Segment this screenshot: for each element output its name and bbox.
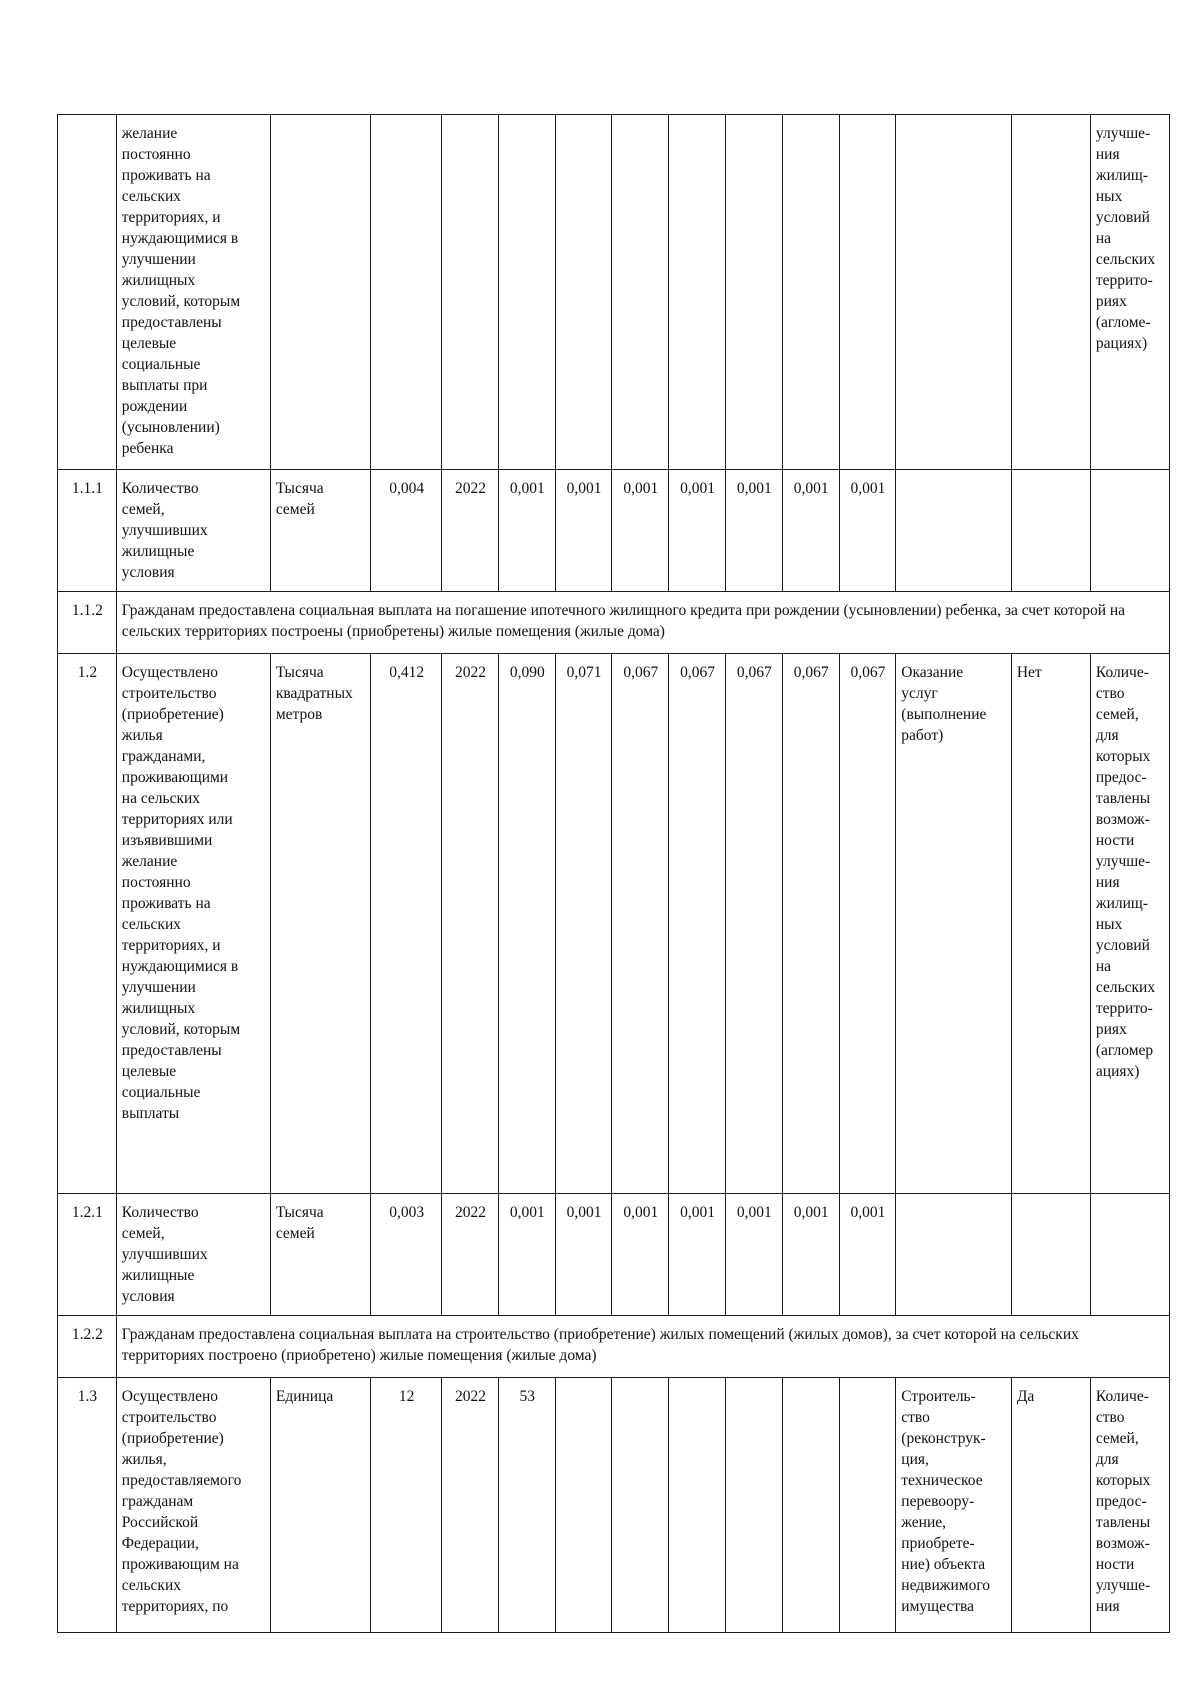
value-cell — [669, 1378, 726, 1633]
link-cell — [1090, 470, 1169, 592]
result-type — [896, 115, 1012, 470]
row-number: 1.2.2 — [58, 1316, 117, 1378]
value-cell — [782, 1378, 839, 1633]
base-year: 2022 — [442, 470, 499, 592]
table-row — [58, 1378, 1170, 1633]
value-cell: 0,067 — [725, 654, 782, 1194]
unit-cell: Тысяча семей — [270, 1194, 370, 1316]
value-cell — [839, 115, 896, 470]
value-cell: 0,001 — [555, 1194, 612, 1316]
base-value: 0,004 — [371, 470, 442, 592]
task-description: Гражданам предоставлена социальная выплата на погашение ипотечного жилищного кредита при рождении (усыновлении) ребенка, за счет которой на сельских территориях построены (приобретены) жилые помещения (жилые дома) — [116, 592, 1169, 654]
value-cell: 0,001 — [612, 470, 669, 592]
row-number: 1.1.1 — [58, 470, 117, 592]
row-number — [58, 115, 117, 470]
value-cell — [782, 115, 839, 470]
value-cell: 0,001 — [612, 1194, 669, 1316]
base-year: 2022 — [442, 1378, 499, 1633]
value-cell: 0,001 — [498, 1194, 555, 1316]
flag-cell: Да — [1011, 1378, 1090, 1633]
row-number: 1.1.2 — [58, 592, 117, 654]
base-year: 2022 — [442, 654, 499, 1194]
result-name: Осуществлено строительство (приобретение) жилья гражданами, проживающими на сельских территориях или изъявившими желание постоянно проживать на сельских территориях, и нуждающимися в улучшении жилищных условий, которым предоставлены целевые социальные выплаты — [116, 654, 270, 1194]
flag-cell: Нет — [1011, 654, 1090, 1194]
link-cell: Количе- ство семей, для которых предос- тавлены возмож- ности улучше- ния жилищ- ных условий на сельских террито- риях (агломер ациях) — [1090, 654, 1169, 1194]
unit-cell: Единица — [270, 1378, 370, 1633]
result-type: Оказание услуг (выполнение работ) — [896, 654, 1012, 1194]
table-row — [58, 1316, 1170, 1378]
unit-cell: Тысяча квадратных метров — [270, 654, 370, 1194]
results-table — [57, 114, 1170, 1633]
value-cell: 0,067 — [782, 654, 839, 1194]
result-name: Количество семей, улучшивших жилищные условия — [116, 470, 270, 592]
value-cell — [612, 115, 669, 470]
value-cell — [555, 1378, 612, 1633]
value-cell: 53 — [498, 1378, 555, 1633]
value-cell: 0,067 — [612, 654, 669, 1194]
value-cell: 0,067 — [839, 654, 896, 1194]
task-description: Гражданам предоставлена социальная выплата на строительство (приобретение) жилых помещений (жилых домов), за счет которой на сельских территориях построено (приобретено) жилые помещения (жилые дома) — [116, 1316, 1169, 1378]
base-value — [371, 115, 442, 470]
table-row — [58, 115, 1170, 470]
value-cell: 0,001 — [498, 470, 555, 592]
result-name: Количество семей, улучшивших жилищные условия — [116, 1194, 270, 1316]
value-cell: 0,001 — [725, 1194, 782, 1316]
table-row — [58, 470, 1170, 592]
unit-cell — [270, 115, 370, 470]
value-cell — [498, 115, 555, 470]
base-value: 12 — [371, 1378, 442, 1633]
base-year — [442, 115, 499, 470]
result-name: желание постоянно проживать на сельских территориях, и нуждающимися в улучшении жилищных условий, которым предоставлены целевые социальные выплаты при рождении (усыновлении) ребенка — [116, 115, 270, 470]
row-number: 1.2 — [58, 654, 117, 1194]
flag-cell — [1011, 1194, 1090, 1316]
value-cell — [725, 115, 782, 470]
table-row — [58, 1194, 1170, 1316]
result-type — [896, 470, 1012, 592]
value-cell — [725, 1378, 782, 1633]
row-number: 1.3 — [58, 1378, 117, 1633]
flag-cell — [1011, 115, 1090, 470]
value-cell — [612, 1378, 669, 1633]
link-cell: улучше- ния жилищ- ных условий на сельских террито- риях (агломе- рациях) — [1090, 115, 1169, 470]
link-cell — [1090, 1194, 1169, 1316]
value-cell: 0,001 — [839, 1194, 896, 1316]
result-type — [896, 1194, 1012, 1316]
value-cell: 0,001 — [669, 470, 726, 592]
result-name: Осуществлено строительство (приобретение) жилья, предоставляемого гражданам Российской Федерации, проживающим на сельских территориях, по — [116, 1378, 270, 1633]
base-year: 2022 — [442, 1194, 499, 1316]
value-cell — [839, 1378, 896, 1633]
value-cell: 0,001 — [555, 470, 612, 592]
value-cell: 0,067 — [669, 654, 726, 1194]
link-cell: Количе- ство семей, для которых предос- тавлены возмож- ности улучше- ния — [1090, 1378, 1169, 1633]
value-cell: 0,001 — [782, 1194, 839, 1316]
value-cell: 0,001 — [669, 1194, 726, 1316]
flag-cell — [1011, 470, 1090, 592]
result-type: Строитель- ство (реконструк- ция, техническое перевоору- жение, приобрете- ние) объекта недвижимого имущества — [896, 1378, 1012, 1633]
row-number: 1.2.1 — [58, 1194, 117, 1316]
value-cell — [555, 115, 612, 470]
value-cell: 0,001 — [782, 470, 839, 592]
value-cell: 0,001 — [725, 470, 782, 592]
table-row — [58, 592, 1170, 654]
table-row — [58, 654, 1170, 1194]
unit-cell: Тысяча семей — [270, 470, 370, 592]
value-cell: 0,001 — [839, 470, 896, 592]
value-cell: 0,090 — [498, 654, 555, 1194]
value-cell: 0,071 — [555, 654, 612, 1194]
base-value: 0,003 — [371, 1194, 442, 1316]
value-cell — [669, 115, 726, 470]
base-value: 0,412 — [371, 654, 442, 1194]
